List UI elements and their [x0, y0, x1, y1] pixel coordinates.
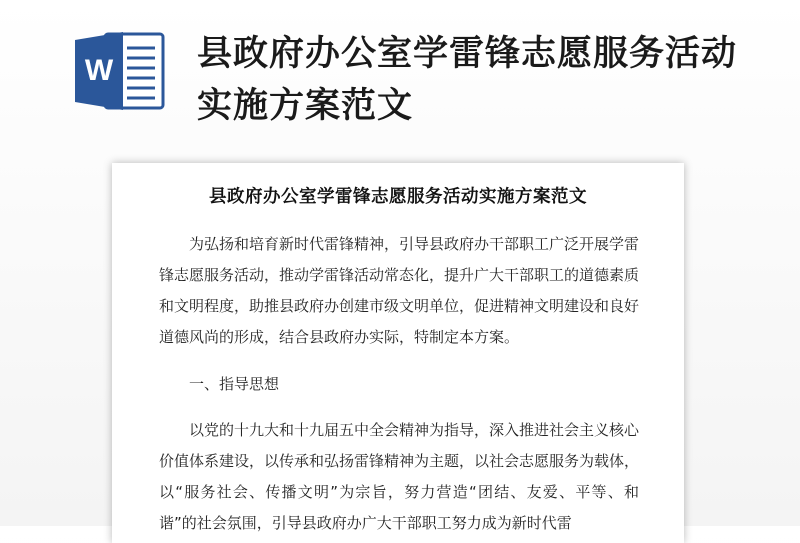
document-heading: 县政府办公室学雷锋志愿服务活动实施方案范文	[209, 187, 587, 207]
word-document-icon	[75, 30, 167, 112]
document-page-preview	[112, 163, 684, 543]
paragraph-guiding-ideology: 以党的十九大和十九届五中全会精神为指导，深入推进社会主义核心价值体系建设，以传承和弘扬雷锋精神为主题，以社会志愿服务为载体，以“服务社会、传播文明”为宗旨，努力营造“团结、友爱、平等、和谐”的社会氛围，引导县政府办广大干部职工努力成为新时代雷	[159, 421, 640, 532]
document-file-title: 县政府办公室学雷锋志愿服务活动实施方案范文	[197, 34, 738, 126]
header	[0, 0, 800, 150]
paragraph-intro: 为弘扬和培育新时代雷锋精神，引导县政府办干部职工广泛开展学雷锋志愿服务活动，推动学雷锋活动常态化，提升广大干部职工的道德素质和文明程度，助推县政府办创建市级文明单位，促进精神文明建设和良好道德风尚的形成，结合县政府办实际，特制定本方案。	[159, 235, 640, 346]
section-heading-guiding-ideology: 一、指导思想	[189, 375, 280, 393]
word-icon-letter: W	[84, 54, 114, 87]
